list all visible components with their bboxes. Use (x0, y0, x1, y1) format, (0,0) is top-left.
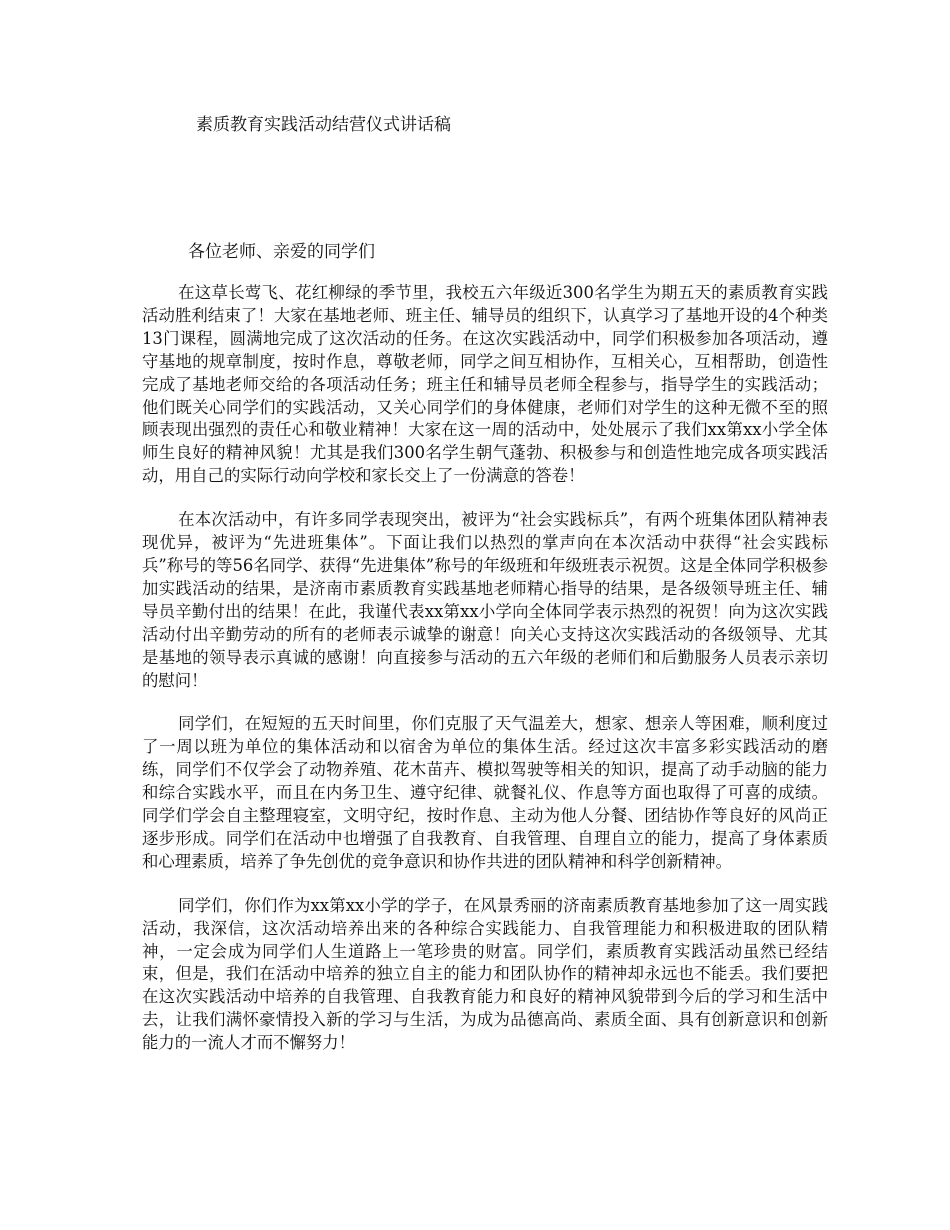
document-body (142, 282, 828, 1076)
paragraph: 同学们，在短短的五天时间里，你们克服了天气温差大，想家、想亲人等困难，顺利度过了一周以班为单位的集体活动和以宿舍为单位的集体生活。经过这次丰富多彩实践活动的磨练，同学们不仅学会了动物养殖、花木苗卉、模拟驾驶等相关的知识，提高了动手动脑的能力和综合实践水平，而且在内务卫生、遵守纪律、就餐礼仪、作息等方面也取得了可喜的成绩。同学们学会自主整理寝室，文明守纪，按时作息、主动为他人分餐、团结协作等良好的风尚正逐步形成。同学们在活动中也增强了自我教育、自我管理、自理自立的能力，提高了身体素质和心理素质，培养了争先创优的竞争意识和协作共进的团队精神和科学创新精神。 (142, 714, 828, 871)
paragraph: 在本次活动中，有许多同学表现突出，被评为“社会实践标兵”，有两个班集体团队精神表现优异，被评为“先进班集体”。下面让我们以热烈的掌声向在本次活动中获得“社会实践标兵”称号的等56名同学、获得“先进集体”称号的年级班和年级班表示祝贺。这是全体同学积极参加实践活动的结果，是济南市素质教育实践基地老师精心指导的结果，是各级领导班主任、辅导员辛勤付出的结果！在此，我谨代表xx第xx小学向全体同学表示热烈的祝贺！向为这次实践活动付出辛勤劳动的所有的老师表示诚挚的谢意！向关心支持这次实践活动的各级领导、尤其是基地的领导表示真诚的感谢！向直接参与活动的五六年级的老师们和后勤服务人员表示亲切的慰问！ (142, 510, 828, 690)
salutation: 各位老师、亲爱的同学们 (188, 242, 375, 262)
paragraph: 同学们，你们作为xx第xx小学的学子，在风景秀丽的济南素质教育基地参加了这一周实践活动，我深信，这次活动培养出来的各种综合实践能力、自我管理能力和积极进取的团队精神，一定会成为同学们人生道路上一笔珍贵的财富。同学们，素质教育实践活动虽然已经结束，但是，我们在活动中培养的独立自主的能力和团队协作的精神却永远也不能丢。我们要把在这次实践活动中培养的自我管理、自我教育能力和良好的精神风貌带到今后的学习和生活中去，让我们满怀豪情投入新的学习与生活，为成为品德高尚、素质全面、具有创新意识和创新能力的一流人才而不懈努力！ (142, 895, 828, 1053)
paragraph: 在这草长莺飞、花红柳绿的季节里，我校五六年级近300名学生为期五天的素质教育实践活动胜利结束了！大家在基地老师、班主任、辅导员的组织下，认真学习了基地开设的4个种类13门课程，圆满地完成了这次活动的任务。在这次实践活动中，同学们积极参加各项活动，遵守基地的规章制度，按时作息，尊敬老师，同学之间互相协作，互相关心，互相帮助，创造性完成了基地老师交给的各项活动任务；班主任和辅导员老师全程参与，指导学生的实践活动；他们既关心同学们的实践活动，又关心同学们的身体健康，老师们对学生的这种无微不至的照顾表现出强烈的责任心和敬业精神！大家在这一周的活动中，处处展示了我们xx第xx小学全体师生良好的精神风貌！尤其是我们300名学生朝气蓬勃、积极参与和创造性地完成各项实践活动，用自己的实际行动向学校和家长交上了一份满意的答卷！ (142, 283, 828, 486)
document-title: 素质教育实践活动结营仪式讲话稿 (196, 115, 451, 135)
